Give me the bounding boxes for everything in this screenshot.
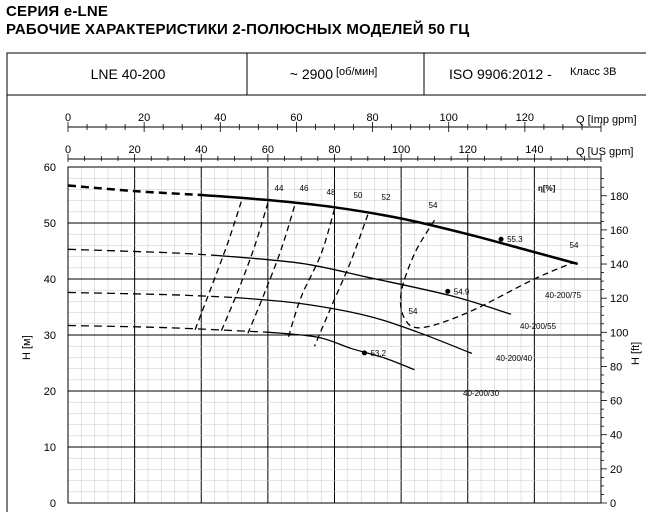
us-tick-label: 100 bbox=[391, 144, 411, 156]
h-m-axis-label: H [м] bbox=[21, 335, 33, 360]
ft-tick-label: 180 bbox=[610, 190, 629, 203]
bep-point-40-200/30 bbox=[362, 350, 367, 355]
h-m-tick-label: 40 bbox=[43, 274, 56, 286]
series-label: 40-200/55 bbox=[520, 322, 557, 331]
h-m-tick-label: 50 bbox=[43, 218, 56, 230]
chart-labels bbox=[275, 184, 582, 398]
standard-label: ISO 9906:2012 - bbox=[449, 66, 552, 82]
efficiency-curve-48 bbox=[248, 206, 295, 333]
ft-axis-label: H [ft] bbox=[630, 341, 642, 365]
us-tick-label: 20 bbox=[128, 144, 141, 156]
chart-subtitle: РАБОЧИЕ ХАРАКТЕРИСТИКИ 2-ПОЛЮСНЫХ МОДЕЛЕЙ 50 ГЦ bbox=[6, 21, 470, 38]
us-tick-label: 120 bbox=[458, 144, 477, 156]
us-tick-label: 140 bbox=[525, 144, 544, 156]
us-tick-label: 0 bbox=[64, 144, 72, 156]
imp-tick-label: 0 bbox=[64, 112, 72, 124]
curve-40-200/30 bbox=[268, 332, 415, 370]
curve-40-200/40 bbox=[235, 297, 472, 353]
us-tick-label: 60 bbox=[261, 144, 274, 156]
efficiency-label: 54 bbox=[408, 307, 418, 316]
model-name: LNE 40-200 bbox=[90, 66, 166, 82]
imp-tick-label: 80 bbox=[366, 112, 379, 124]
ft-tick-label: 100 bbox=[610, 327, 629, 340]
efficiency-curve-46 bbox=[221, 203, 268, 331]
ft-tick-label: 0 bbox=[610, 498, 617, 510]
curve-dashed-40-200/40 bbox=[68, 292, 235, 297]
ft-tick-label: 40 bbox=[610, 429, 623, 442]
chart-curves bbox=[68, 185, 578, 369]
bep-label: 54.9 bbox=[453, 287, 470, 297]
us-tick-label: 40 bbox=[195, 144, 208, 156]
ft-tick-label: 60 bbox=[610, 395, 623, 408]
efficiency-label: 48 bbox=[326, 188, 336, 197]
speed-value: ~ 2900 bbox=[289, 66, 333, 82]
bep-label: 55.3 bbox=[507, 235, 523, 245]
ft-tick-label: 140 bbox=[610, 259, 629, 272]
efficiency-label: 50 bbox=[353, 191, 363, 200]
curve-dashed-40-200/55 bbox=[68, 249, 218, 255]
bep-label: 53.2 bbox=[370, 348, 387, 358]
bep-point-40-200/75 bbox=[499, 237, 504, 242]
series-title: СЕРИЯ e-LNE bbox=[6, 3, 109, 20]
curve-dashed-40-200/30 bbox=[68, 325, 268, 332]
chart-axes bbox=[21, 112, 642, 510]
us-tick-label: 80 bbox=[328, 144, 341, 156]
efficiency-label: 46 bbox=[299, 184, 309, 193]
ft-tick-label: 20 bbox=[610, 463, 623, 476]
efficiency-symbol: η[%] bbox=[538, 184, 556, 193]
series-label: 40-200/30 bbox=[463, 389, 500, 398]
imp-tick-label: 40 bbox=[214, 112, 227, 124]
h-m-tick-label: 30 bbox=[43, 330, 56, 342]
grade-label: Класс 3В bbox=[570, 66, 617, 78]
series-label: 40-200/40 bbox=[496, 354, 533, 363]
series-label: 40-200/75 bbox=[545, 291, 582, 300]
imp-tick-label: 120 bbox=[515, 112, 535, 124]
imp-tick-label: 20 bbox=[138, 112, 151, 124]
efficiency-label: 44 bbox=[274, 184, 284, 193]
imp-tick-label: 100 bbox=[439, 112, 458, 124]
efficiency-label: 52 bbox=[381, 193, 391, 202]
ft-tick-label: 160 bbox=[610, 224, 629, 237]
efficiency-curve-54 bbox=[400, 220, 574, 328]
imp-tick-label: 60 bbox=[290, 112, 303, 124]
h-m-tick-label: 60 bbox=[43, 162, 56, 174]
ft-tick-label: 120 bbox=[610, 293, 629, 306]
h-m-tick-label: 20 bbox=[43, 386, 56, 398]
efficiency-curve-50 bbox=[288, 209, 335, 339]
bep-point-40-200/55 bbox=[445, 289, 450, 294]
h-m-tick-label: 0 bbox=[49, 498, 56, 510]
h-m-tick-label: 10 bbox=[43, 442, 56, 454]
curve-40-200/55 bbox=[218, 255, 511, 314]
efficiency-label: 54 bbox=[428, 201, 438, 210]
efficiency-label: 54 bbox=[569, 241, 579, 250]
chart-frame bbox=[7, 53, 646, 512]
chart-grid bbox=[68, 167, 601, 503]
ft-tick-label: 80 bbox=[610, 361, 623, 374]
speed-unit: [об/мин] bbox=[336, 66, 378, 78]
imp-axis-label: Q [Imp gpm] bbox=[576, 114, 637, 126]
us-axis-label: Q [US gpm] bbox=[576, 146, 634, 158]
